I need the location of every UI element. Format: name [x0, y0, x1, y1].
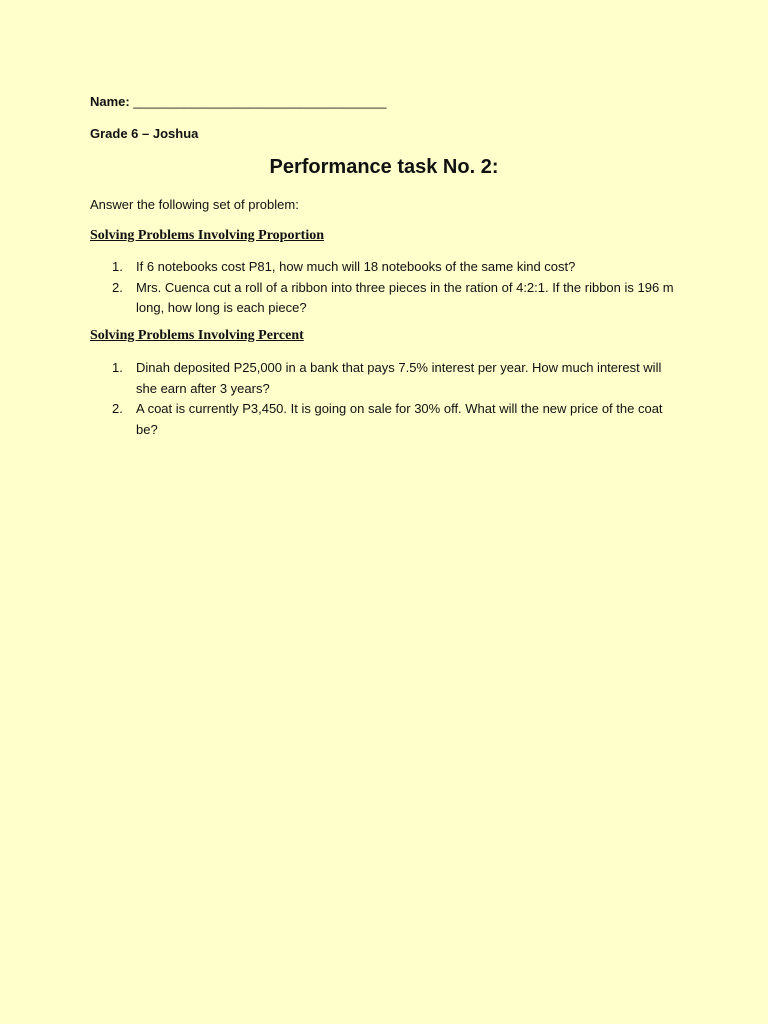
problem-number: 2. — [112, 279, 123, 295]
list-item — [112, 257, 682, 278]
problem-number: 1. — [112, 259, 123, 274]
name-label: Name: — [90, 94, 130, 109]
list-item — [112, 399, 682, 440]
name-field — [90, 94, 386, 109]
section-heading-percent: Solving Problems Involving Percent — [90, 328, 304, 343]
problem-list-proportion — [112, 257, 682, 319]
problem-number: 1. — [112, 360, 123, 375]
problem-list-percent — [112, 358, 682, 440]
page-title: Performance task No. 2: — [269, 156, 499, 178]
problem-text: Mrs. Cuenca cut a roll of a ribbon into three pieces in the ration of 4:2:1. If the ribbon is 196 m long, how long is each piece? — [136, 279, 674, 315]
problem-text: If 6 notebooks cost P81, how much will 18 notebooks of the same kind cost? — [136, 259, 576, 274]
name-blank-line: ___________________________________ — [133, 94, 387, 109]
problem-number: 2. — [112, 401, 123, 416]
instruction-text: Answer the following set of problem: — [90, 197, 299, 212]
problem-text: Dinah deposited P25,000 in a bank that pays 7.5% interest per year. How much interest will she earn after 3 years? — [136, 360, 662, 396]
problem-text: A coat is currently P3,450. It is going on sale for 30% off. What will the new price of the coat be? — [136, 401, 663, 437]
section-heading-proportion: Solving Problems Involving Proportion — [90, 228, 325, 243]
grade-label: Grade 6 – Joshua — [90, 126, 199, 141]
list-item — [112, 358, 682, 399]
list-item — [112, 278, 682, 319]
